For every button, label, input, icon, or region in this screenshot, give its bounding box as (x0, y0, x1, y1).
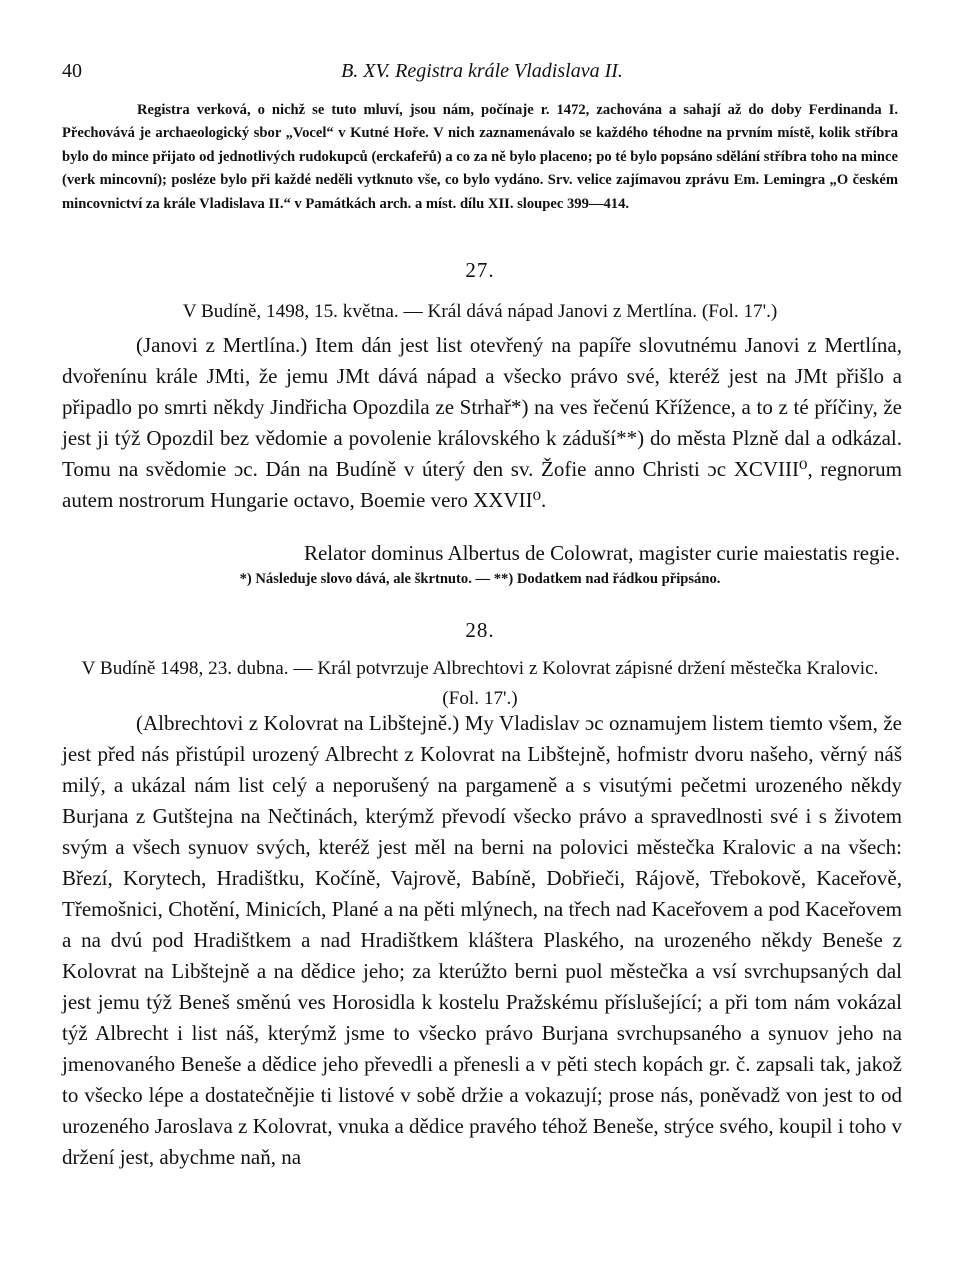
intro-note: Registra verková, o nichž se tuto mluví, jsou nám, počínaje r. 1472, zachována a sahají až do doby Ferdinanda I. Přechovává je archaeologický sbor „Vocel“ v Kutné Hoře. V nich zaznamenávalo se každého téhodne na prvním místě, kolik stříbra bylo do mince přijato od jednotlivých rudokupců (erckafeřů) a co za ně bylo placeno; po té bylo popsáno sdělání stříbra toho na mince (verk mincovní); posléze bylo při každé neděli vytknuto vše, co bylo vydáno. Srv. velice zajímavou zprávu Em. Lemingra „O českém mincovnictví za krále Vladislava II.“ v Památkách arch. a míst. dílu XII. sloupec 399—414. (62, 102, 898, 212)
running-title: B. XV. Registra krále Vladislava II. (341, 60, 623, 82)
document-number: 27. (465, 258, 495, 282)
page-header (62, 60, 902, 90)
document-text: (Albrechtovi z Kolovrat na Libštejně.) My Vladislav ɔc oznamujem listem tiemto všem, že jest před nás přistúpil urozený Albrecht z Kolovrat na Libštejně, hofmistr dvoru našeho, věrný náš milý, a ukázal nám list celý a neporušený na pargameně a s visutými pečetmi urozeného někdy Burjana z Gutštejna na Nečtinách, kterýmž převodí všecko právo a spravedlnosti své i s životem svým a všech synuov svých, kteréž jest měl na berni na polovici městečka Kralovic a na všech: Březí, Korytech, Hradištku, Kočíně, Vajrově, Babíně, Dobřieči, Rájově, Třebokově, Kaceřově, Třemošnici, Chotění, Minicích, Plané a na pěti mlýnech, na třech nad Kaceřovem a pod Kaceřovem a na dvú pod Hradištkem a nad Hradištkem kláštera Plaského, na urozeného někdy Beneše z Kolovrat na Libštejně a na dědice jeho; za kterúžto berni puol městečka a vsí svrchupsaných dal jest jemu týž Beneš směnú ves Horosidla k kostelu Pražskému příslušející; a při tom nám vokázal týž Albrecht i list náš, kterýmž jsme to všecko právo Burjana svrchupsaného a synuov jeho na jmenovaného Beneše a dědice jeho převedli a přenesli a v pěti stech kopách gr. č. zapsali tak, jakož to všecko lépe a dostatečnějie ti listové v sobě držie a vokazují; prose nás, poněvadž von jest to od urozeného Jaroslava z Kolovrat, vnuka a dědice pravého téhož Beneše, strýce svého, koupil i toho v držení jest, abychme naň, na (62, 711, 902, 1169)
document-regest: V Budíně 1498, 23. dubna. — Král potvrzuje Albrechtovi z Kolovrat zápisné držení městečka Kralovic. (Fol. 17'.) (81, 658, 879, 709)
document-number: 28. (465, 618, 495, 642)
document-footnote: *) Následuje slovo dává, ale škrtnuto. — **) Dodatkem nad řádkou připsáno. (239, 571, 721, 587)
document-relator: Relator dominus Albertus de Colowrat, magister curie maiestatis regie. (303, 541, 900, 565)
document-regest: V Budíně, 1498, 15. května. — Král dává nápad Janovi z Mertlína. (Fol. 17'.) (182, 301, 778, 322)
page-number: 40 (62, 60, 82, 82)
document-text: (Janovi z Mertlína.) Item dán jest list otevřený na papíře slovutnému Janovi z Mertlína, dvořenínu krále JMti, že jemu JMt dává nápad a všecko právo své, kteréž jest na JMt přišlo a připadlo po smrti někdy Jindřicha Opozdila ze Strhař*) na ves řečenú Křížence, a to z té příčiny, že jest ji týž Opozdil bez vědomie a povolenie královského k záduší**) do města Plzně dal a odkázal. Tomu na svědomie ɔc. Dán na Budíně v úterý den sv. Žofie anno Christi ɔc XCVIII⁰, regnorum autem nostrorum Hungarie octavo, Boemie vero XXVII⁰. (62, 333, 902, 512)
